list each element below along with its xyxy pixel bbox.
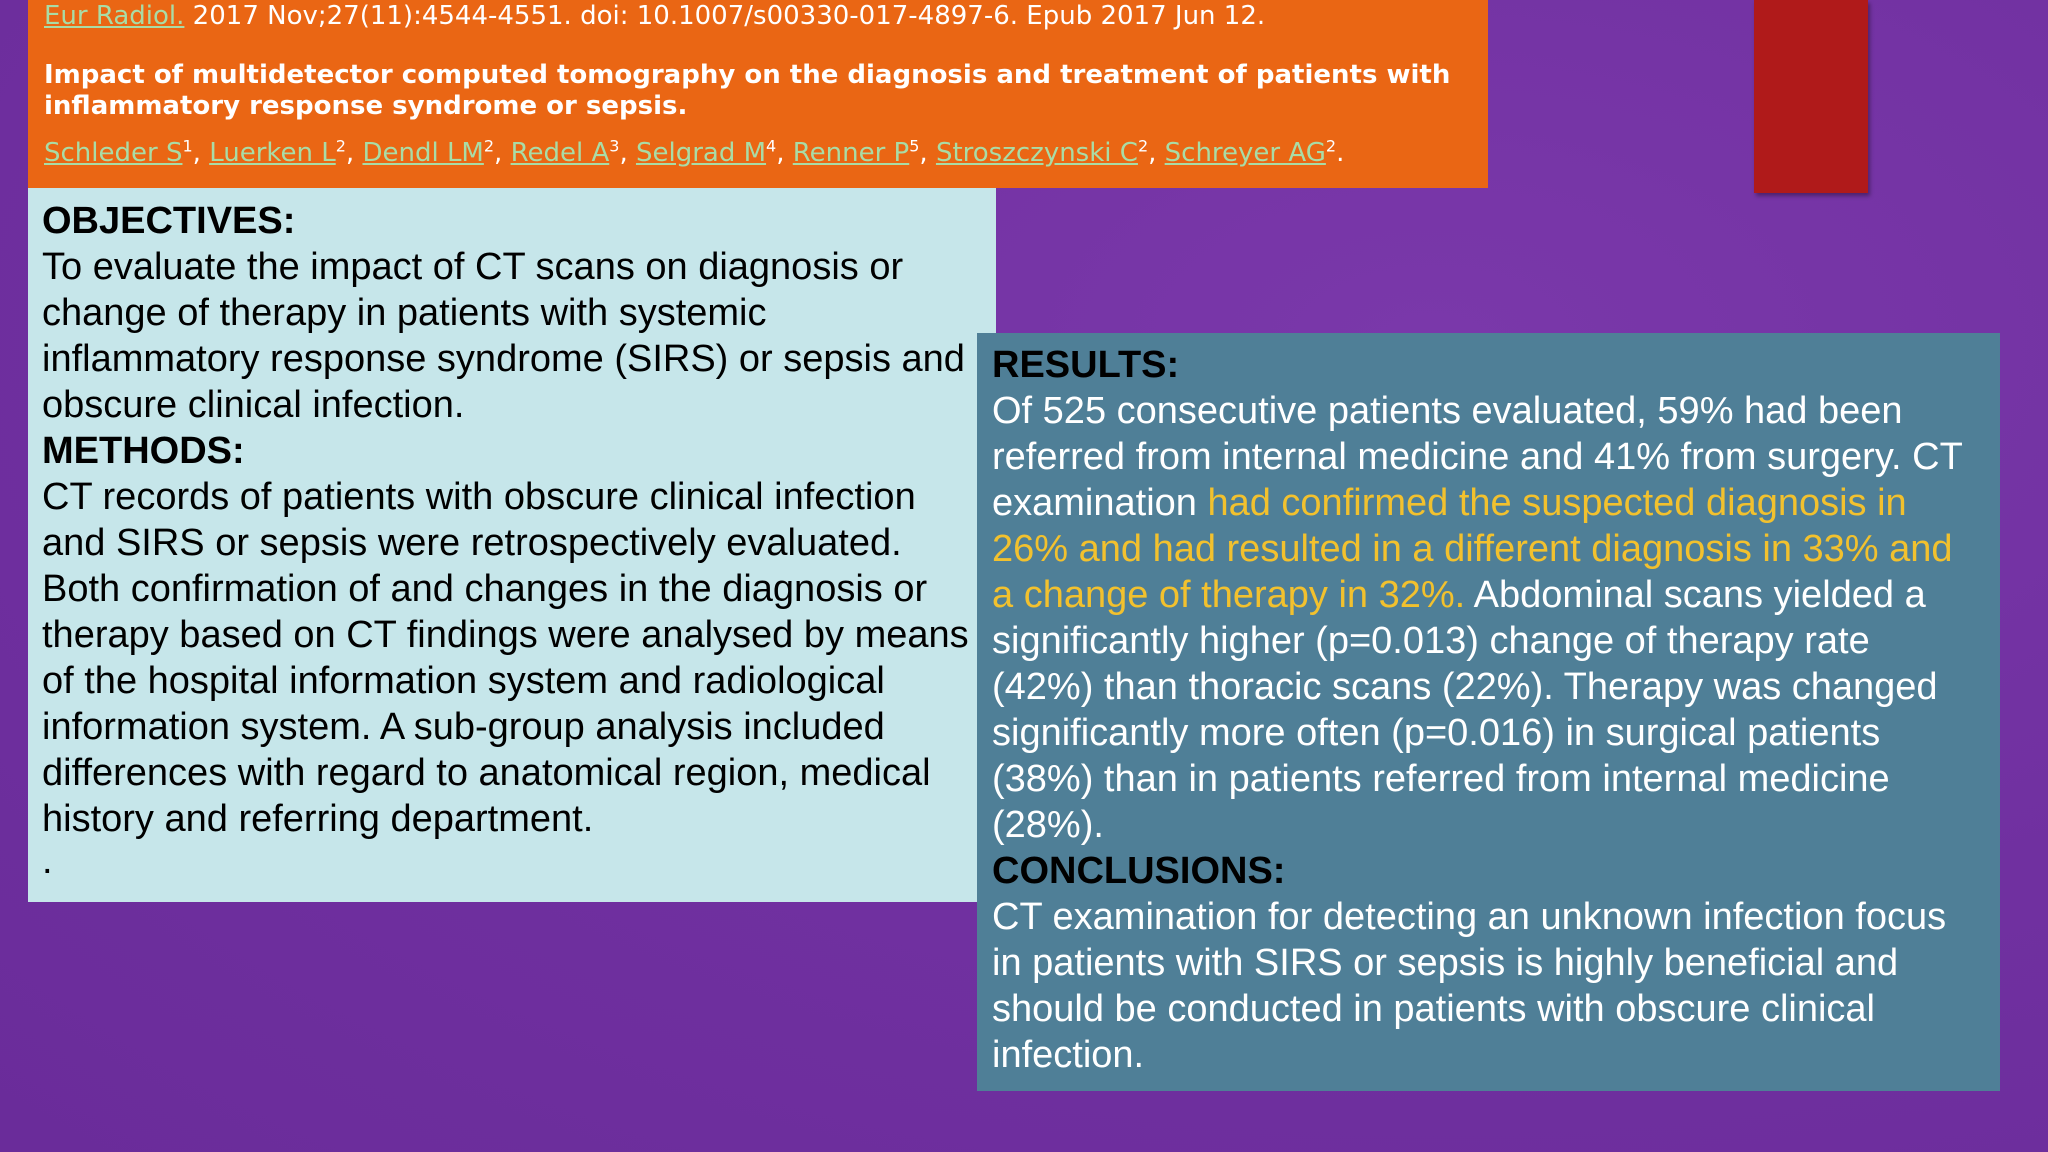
affiliation-number: 3 [609,136,620,156]
affiliation-number: 2 [1325,136,1337,156]
objectives-methods-panel [28,188,996,902]
methods-text: CT records of patients with obscure clinical infection and SIRS or sepsis were retrospectively evaluated. Both confirmation of and changes in the diagnosis or therapy based on CT findings were analysed by means of the hospital information system and radiological information system. A sub-group analysis included differences with regard to anatomical region, medical history and referring department. [42,476,969,840]
author-link[interactable]: Redel A [510,138,610,168]
results-text [992,388,1963,848]
results-text-before: Of 525 consecutive patients evaluated, 59% had been referred from internal medicine and 41% from surgery. CT examination [992,390,1963,524]
trailing-period: . [42,840,53,882]
citation-details: 2017 Nov;27(11):4544-4551. doi: 10.1007/s00330-017-4897-6. Epub 2017 Jun 12. [184,1,1266,31]
author-separator: , [619,138,636,168]
author-link[interactable]: Luerken L [209,138,336,168]
results-heading: RESULTS: [992,344,1180,386]
affiliation-number: 5 [909,136,920,156]
affiliation-number: 4 [766,136,777,156]
author-separator: , [192,138,210,168]
journal-link[interactable]: Eur Radiol. [44,1,185,31]
author-link[interactable]: Selgrad M [635,138,767,168]
conclusions-heading: CONCLUSIONS: [992,850,1286,892]
affiliation-number: 2 [483,136,495,156]
results-highlight: had confirmed the suspected diagnosis in 26% and had resulted in a different diagnosis in 33% and a change of therapy in 32%. [992,482,1953,616]
citation-line [44,0,1265,32]
affiliation-number: 2 [335,136,346,156]
author-separator: , [345,138,363,168]
affiliation-number: 2 [1137,136,1149,156]
objectives-heading: OBJECTIVES: [42,200,296,242]
citation-box [28,0,1488,188]
author-link[interactable]: Renner P [792,138,910,168]
author-separator: , [494,138,511,168]
author-separator: , [776,138,793,168]
affiliation-number: 1 [182,136,193,156]
author-list [44,136,1344,170]
author-separator: . [1336,138,1345,168]
methods-heading: METHODS: [42,430,245,472]
author-link[interactable]: Dendl LM [362,138,484,168]
paper-title: Impact of multidetector computed tomography on the diagnosis and treatment of patients with inflammatory response syndrome or sepsis. [44,60,1451,121]
author-link[interactable]: Schreyer AG [1164,138,1326,168]
author-separator: , [1148,138,1165,168]
author-separator: , [919,138,936,168]
results-conclusions-panel [977,333,2000,1091]
red-decorative-tab [1754,0,1868,193]
conclusions-text: CT examination for detecting an unknown infection focus in patients with SIRS or sepsis is highly beneficial and should be conducted in patients with obscure clinical infection. [992,896,1947,1076]
author-link[interactable]: Schleder S [44,138,183,168]
results-text-after: Abdominal scans yielded a significantly higher (p=0.013) change of therapy rate (42%) than thoracic scans (22%). Therapy was changed significantly more often (p=0.016) in surgical patients (38%) than in patients referred from internal medicine (28%). [992,574,1938,846]
author-link[interactable]: Stroszczynski C [935,138,1138,168]
objectives-text: To evaluate the impact of CT scans on diagnosis or change of therapy in patients with systemic inflammatory response syndrome (SIRS) or sepsis and obscure clinical infection. [42,246,965,426]
